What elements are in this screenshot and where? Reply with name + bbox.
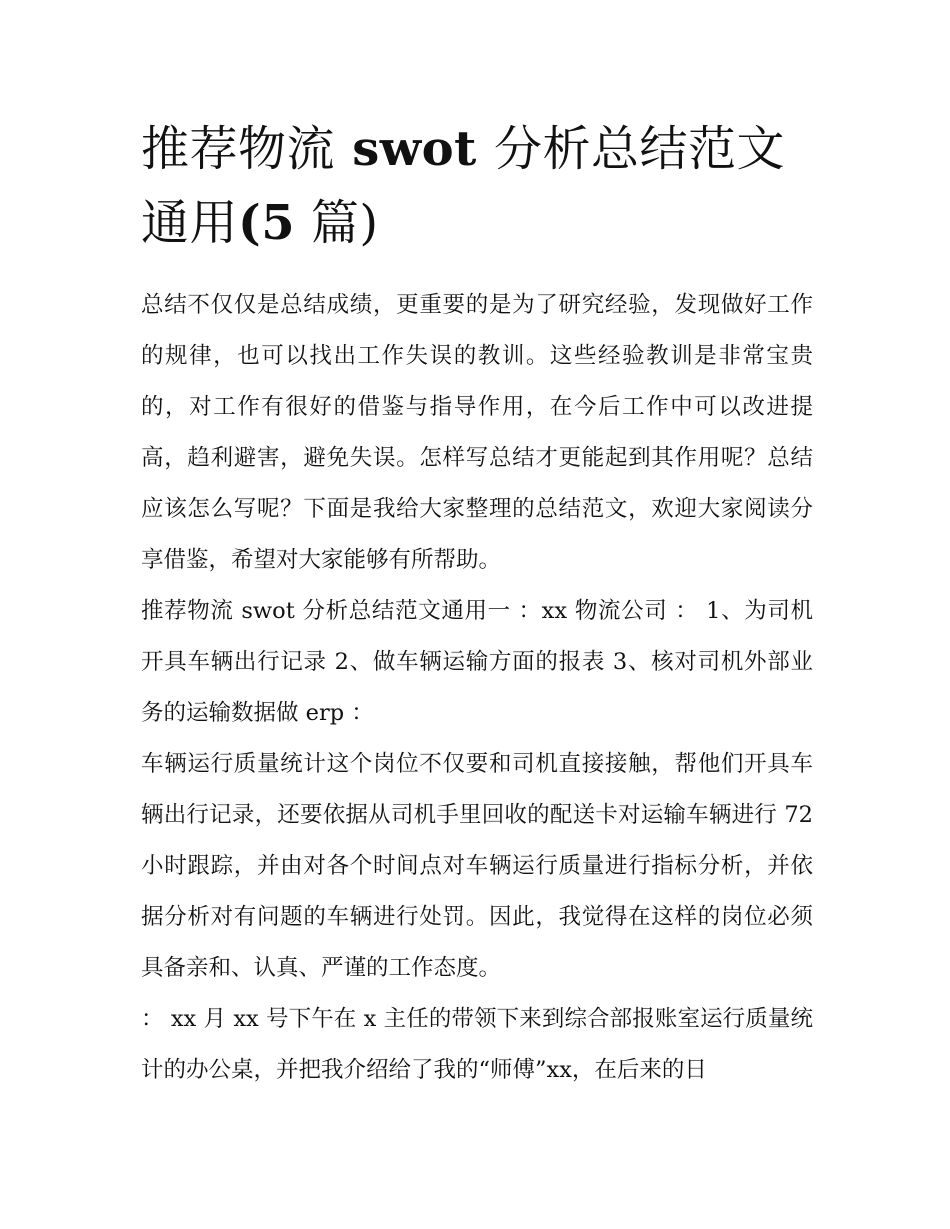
paragraph-first-day: ： xx 月 xx 号下午在 x 主任的带领下来到综合部报账室运行质量统计的办公桌，并把我介绍给了我的“师傅”xx，在后来的日 [141, 1006, 813, 1083]
title-part-2: 分析总结范文 [493, 121, 785, 177]
document-page [141, 112, 813, 1096]
paragraph-section-one: 推荐物流 swot 分析总结范文通用一 ：xx 物流公司 ： 1、为司机开具车辆出行记录 2、做车辆运输方面的报表 3、核对司机外部业务的运输数据做 erp ： [141, 598, 813, 726]
title-part-4: 篇) [310, 195, 379, 251]
document-title [141, 112, 813, 260]
title-part-3: 通用 [141, 195, 239, 251]
title-part-count: (5 [238, 195, 296, 251]
paragraph-job-description: 车辆运行质量统计这个岗位不仅要和司机直接接触，帮他们开具车辆出行记录，还要依据从司机手里回收的配送卡对运输车辆进行 72 小时跟踪，并由对各个时间点对车辆运行质量进行指标分析，并依据分析对有问题的车辆进行处罚。因此，我觉得在这样的岗位必须具备亲和、认真、严谨的工作态度。 [141, 751, 813, 981]
title-part-swot: swot [352, 121, 477, 177]
paragraph-intro: 总结不仅仅是总结成绩，更重要的是为了研究经验，发现做好工作的规律，也可以找出工作失误的教训。这些经验教训是非常宝贵的，对工作有很好的借鉴与指导作用，在今后工作中可以改进提高，趋利避害，避免失误。怎样写总结才更能起到其作用呢？总结应该怎么写呢？下面是我给大家整理的总结范文，欢迎大家阅读分享借鉴，希望对大家能够有所帮助。 [141, 292, 813, 573]
title-part-1: 推荐物流 [141, 121, 336, 177]
document-title-block [141, 112, 813, 260]
